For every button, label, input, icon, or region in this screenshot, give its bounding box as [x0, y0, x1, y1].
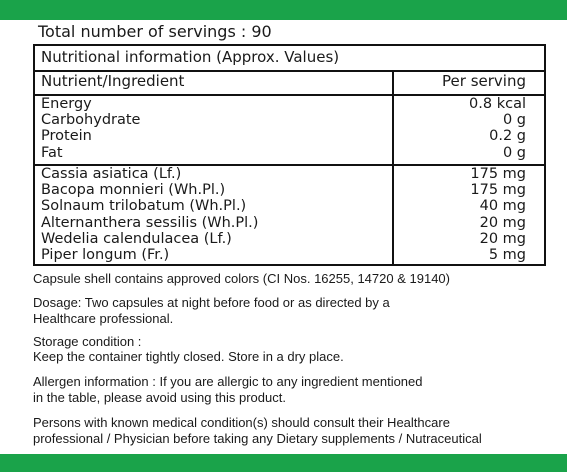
allergen-line-1: Allergen information : If you are allergic to any ingredient mentioned: [33, 374, 423, 389]
ingredient-names: [41, 166, 258, 263]
ingredient-value: 175 mg: [470, 182, 526, 199]
nutrient-value: 0.8 kcal: [469, 96, 526, 112]
nutrient-name: Carbohydrate: [41, 112, 141, 129]
persons-line-1: Persons with known medical condition(s) should consult their Healthcare: [33, 415, 450, 430]
top-green-band: [0, 0, 567, 20]
ingredient-name: Wedelia calendulacea (Lf.): [41, 230, 232, 247]
ingredient-name: Cassia asiatica (Lf.): [41, 166, 182, 182]
dosage-line-2: Healthcare professional.: [33, 311, 174, 326]
allergen-line-2: in the table, please avoid using this product.: [33, 390, 286, 405]
nutrient-value: 0 g: [502, 144, 526, 161]
ingredient-name: Piper longum (Fr.): [41, 247, 170, 264]
nutrition-table: [33, 44, 546, 266]
ingredient-name: Alternanthera sessilis (Wh.Pl.): [41, 214, 259, 231]
dosage-line-1: Dosage: Two capsules at night before food or as directed by a: [33, 295, 390, 310]
capsule-note: Capsule shell contains approved colors (CI Nos. 16255, 14720 & 19140): [33, 271, 450, 286]
persons-line-2: professional / Physician before taking any Dietary supplements / Nutraceutical: [33, 431, 482, 446]
column-header-per-serving: Per serving: [442, 72, 526, 90]
nutrient-name: Energy: [41, 96, 92, 112]
ingredient-name: Solnaum trilobatum (Wh.Pl.): [41, 198, 247, 215]
servings-count: Total number of servings : 90: [38, 22, 272, 41]
nutrients-section: [35, 94, 544, 166]
nutrient-name: Fat: [41, 144, 63, 161]
storage-line-1: Storage condition :: [33, 334, 142, 349]
ingredient-value: 175 mg: [470, 166, 526, 182]
ingredient-values: [470, 166, 526, 263]
ingredient-value: 20 mg: [479, 230, 526, 247]
nutrient-values: [469, 96, 526, 161]
nutrient-name: Protein: [41, 128, 92, 145]
bottom-green-band: [0, 454, 567, 472]
ingredients-section: [35, 164, 544, 264]
ingredient-name: Bacopa monnieri (Wh.Pl.): [41, 182, 226, 199]
nutrient-value: 0.2 g: [489, 128, 526, 145]
ingredient-value: 5 mg: [488, 247, 526, 264]
nutrient-names: [41, 96, 140, 161]
ingredient-value: 20 mg: [479, 214, 526, 231]
table-title-row: [35, 46, 544, 72]
storage-line-2: Keep the container tightly closed. Store in a dry place.: [33, 349, 344, 364]
ingredient-value: 40 mg: [479, 198, 526, 215]
table-header-row: [35, 70, 544, 96]
column-header-nutrient: Nutrient/Ingredient: [41, 72, 185, 90]
nutrient-value: 0 g: [502, 112, 526, 129]
table-title: Nutritional information (Approx. Values): [41, 48, 340, 66]
